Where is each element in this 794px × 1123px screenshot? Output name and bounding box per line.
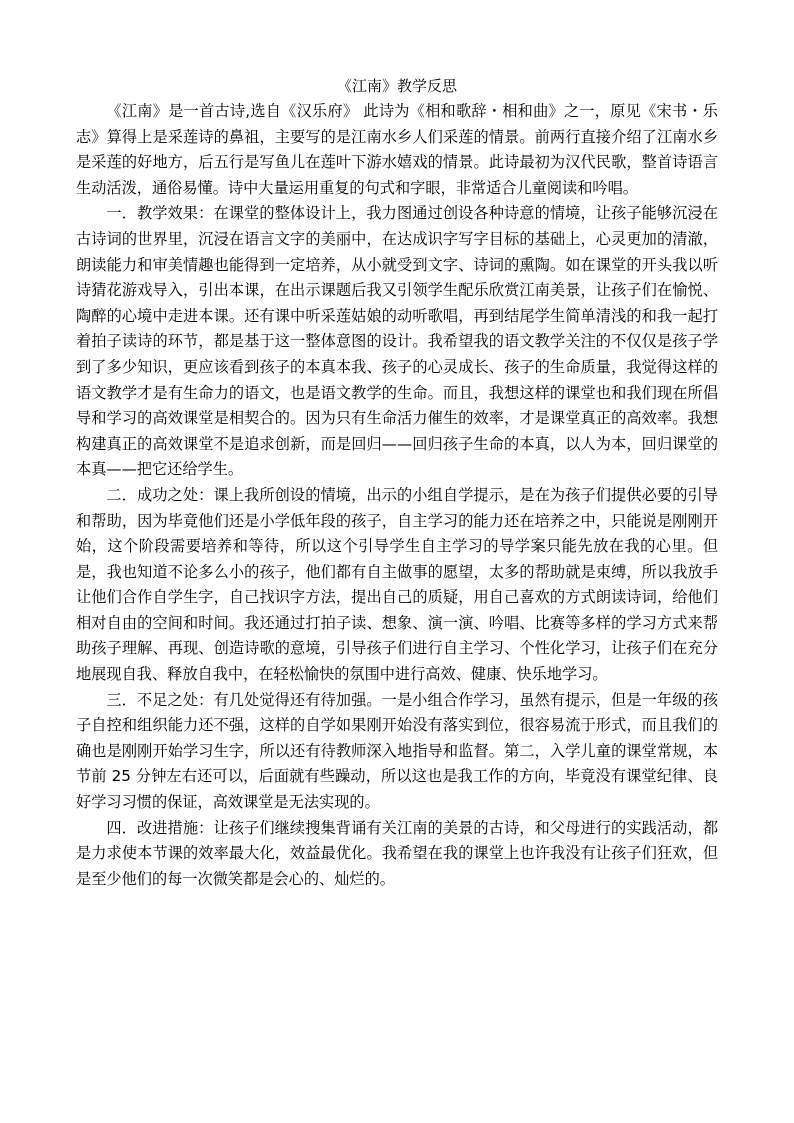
shortcomings-paragraph: 三．不足之处：有几处觉得还有待加强。一是小组合作学习，虽然有提示，但是一年级的孩子自控和组织能力还不强，这样的自学如果刚开始没有落实到位，很容易流于形式，而且我们的确也是刚刚开始学习生字，所以还有待教师深入地指导和监督。第二，入学儿童的课堂常规，本节前 25 分钟左右还可以，后面就有些躁动，所以这也是我工作的方向，毕竟没有课堂纪律、良好学习习惯的保证，高效课堂是无法实现的。 <box>76 690 718 812</box>
success-paragraph: 二．成功之处：课上我所创设的情境，出示的小组自学提示，是在为孩子们提供必要的引导和帮助，因为毕竟他们还是小学低年段的孩子，自主学习的能力还在培养之中，只能说是刚刚开始，这个阶段需要培养和等待，所以这个引导学生自主学习的导学案只能先放在我的心里。但是，我也知道不论多么小的孩子，他们都有自主做事的愿望，太多的帮助就是束缚，所以我放手让他们合作自学生字，自己找识字方法，提出自己的质疑，用自己喜欢的方式朗读诗词，给他们相对自由的空间和时间。我还通过打拍子读、想象、演一演、吟唱、比赛等多样的学习方式来帮助孩子理解、再现、创造诗歌的意境，引导孩子们进行自主学习、个性化学习，让孩子们在充分地展现自我、释放自我中，在轻松愉快的氛围中进行高效、健康、快乐地学习。 <box>76 485 718 684</box>
teaching-effect-paragraph: 一．教学效果：在课堂的整体设计上，我力图通过创设各种诗意的情境，让孩子能够沉浸在古诗词的世界里，沉浸在语言文字的美丽中，在达成识字写字目标的基础上，心灵更加的清澈，朗读能力和审美情趣也能得到一定培养，从小就受到文字、诗词的熏陶。如在课堂的开头我以听诗猜花游戏导入，引出本课，在出示课题后我又引领学生配乐欣赏江南美景，让孩子们在愉悦、陶醉的心境中走进本课。还有课中听采莲姑娘的动听歌唱，再到结尾学生简单清浅的和我一起打着拍子读诗的环节，都是基于这一整体意图的设计。我希望我的语文教学关注的不仅仅是孩子学到了多少知识，更应该看到孩子的本真本我、孩子的心灵成长、孩子的生命质量，我觉得这样的语文教学才是有生命力的语文，也是语文教学的生命。而且，我想这样的课堂也和我们现在所倡导和学习的高效课堂是相契合的。因为只有生命活力催生的效率，才是课堂真正的高效率。我想构建真正的高效课堂不是追求创新，而是回归——回归孩子生命的本真，以人为本，回归课堂的本真——把它还给学生。 <box>76 204 718 479</box>
document-title: 《江南》教学反思 <box>336 77 457 95</box>
intro-paragraph: 《江南》是一首古诗,选自《汉乐府》 此诗为《相和歌辞・相和曲》之一，原见《宋书・乐志》算得上是采莲诗的鼻祖，主要写的是江南水乡人们采莲的情景。前两行直接介绍了江南水乡是采莲的好地方，后五行是写鱼儿在莲叶下游水嬉戏的情景。此诗最初为汉代民歌，整首诗语言生动活泼，通俗易懂。诗中大量运用重复的句式和字眼，非常适合儿童阅读和吟唱。 <box>76 102 718 197</box>
document-page <box>76 73 718 892</box>
improvement-paragraph: 四．改进措施：让孩子们继续搜集背诵有关江南的美景的古诗，和父母进行的实践活动，都是力求使本节课的效率最大化，效益最优化。我希望在我的课堂上也许我没有让孩子们狂欢，但是至少他们的每一次微笑都是会心的、灿烂的。 <box>76 818 718 888</box>
